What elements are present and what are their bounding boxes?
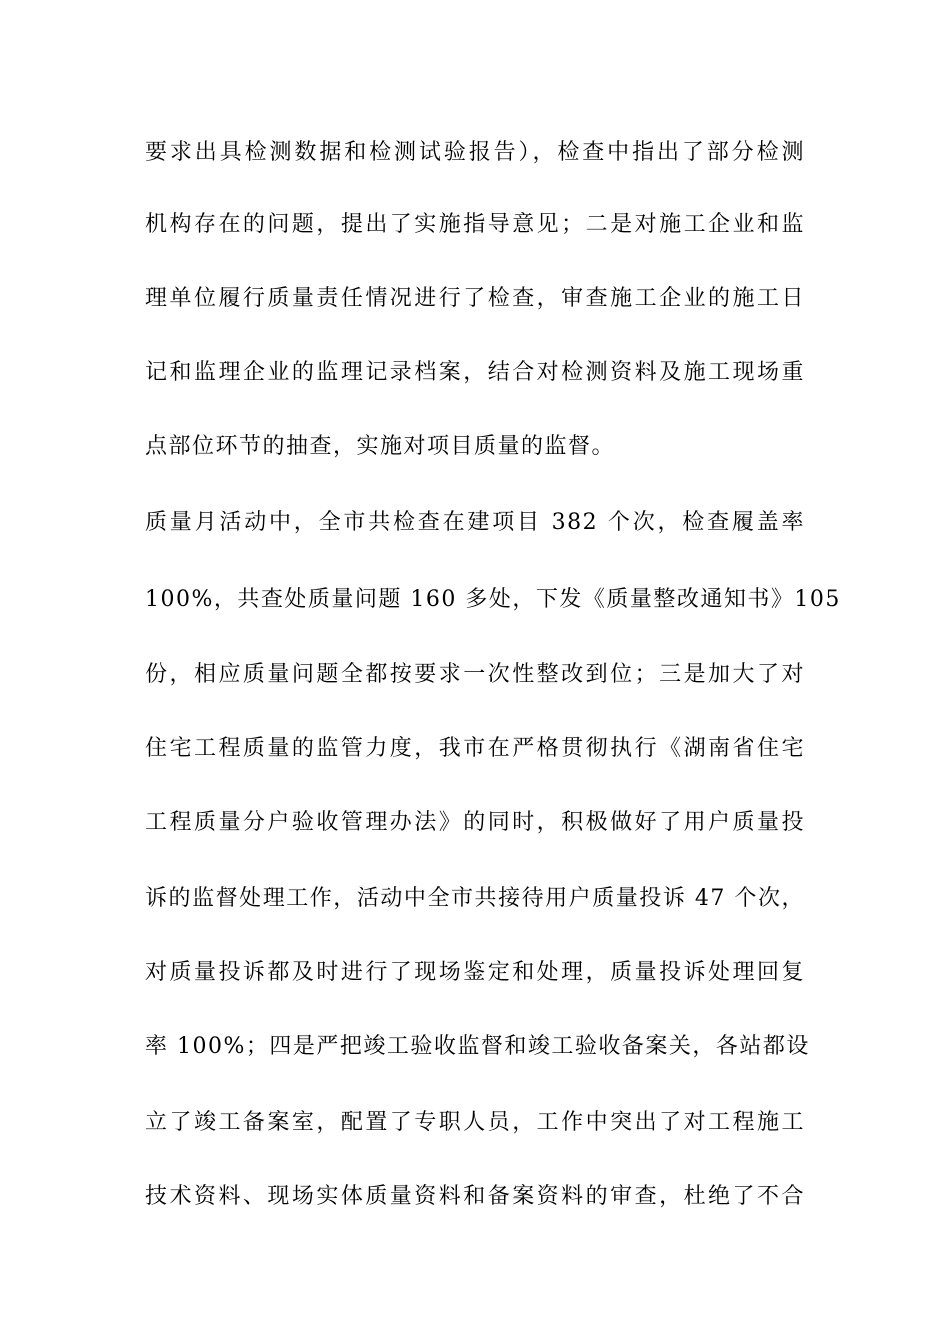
text-line: 质量月活动中，全市共检查在建项目 382 个次，检查履盖率: [145, 510, 805, 535]
text-line: 100%，共查处质量问题 160 多处，下发《质量整改通知书》105: [145, 587, 841, 612]
text-line: 记和监理企业的监理记录档案，结合对检测资料及施工现场重: [145, 360, 805, 385]
text-line: 住宅工程质量的监管力度，我市在严格贯彻执行《湖南省住宅: [145, 736, 805, 761]
text-line: 立了竣工备案室，配置了专职人员，工作中突出了对工程施工: [145, 1110, 805, 1135]
text-line: 点部位环节的抽查，实施对项目质量的监督。: [145, 434, 616, 459]
text-line: 要求出具检测数据和检测试验报告），检查中指出了部分检测: [145, 140, 805, 165]
text-line: 理单位履行质量责任情况进行了检查，审查施工企业的施工日: [145, 286, 805, 311]
text-line: 份，相应质量问题全都按要求一次性整改到位；三是加大了对: [145, 662, 805, 687]
text-line: 工程质量分户验收管理办法》的同时，积极做好了用户质量投: [145, 810, 805, 835]
text-line: 机构存在的问题，提出了实施指导意见；二是对施工企业和监: [145, 212, 805, 237]
text-line: 诉的监督处理工作，活动中全市共接待用户质量投诉 47 个次，: [145, 886, 805, 911]
text-line: 技术资料、现场实体质量资料和备案资料的审查，杜绝了不合: [145, 1184, 805, 1209]
text-line: 对质量投诉都及时进行了现场鉴定和处理，质量投诉处理回复: [145, 960, 805, 985]
text-line: 率 100%；四是严把竣工验收监督和竣工验收备案关，各站都设: [145, 1034, 810, 1059]
